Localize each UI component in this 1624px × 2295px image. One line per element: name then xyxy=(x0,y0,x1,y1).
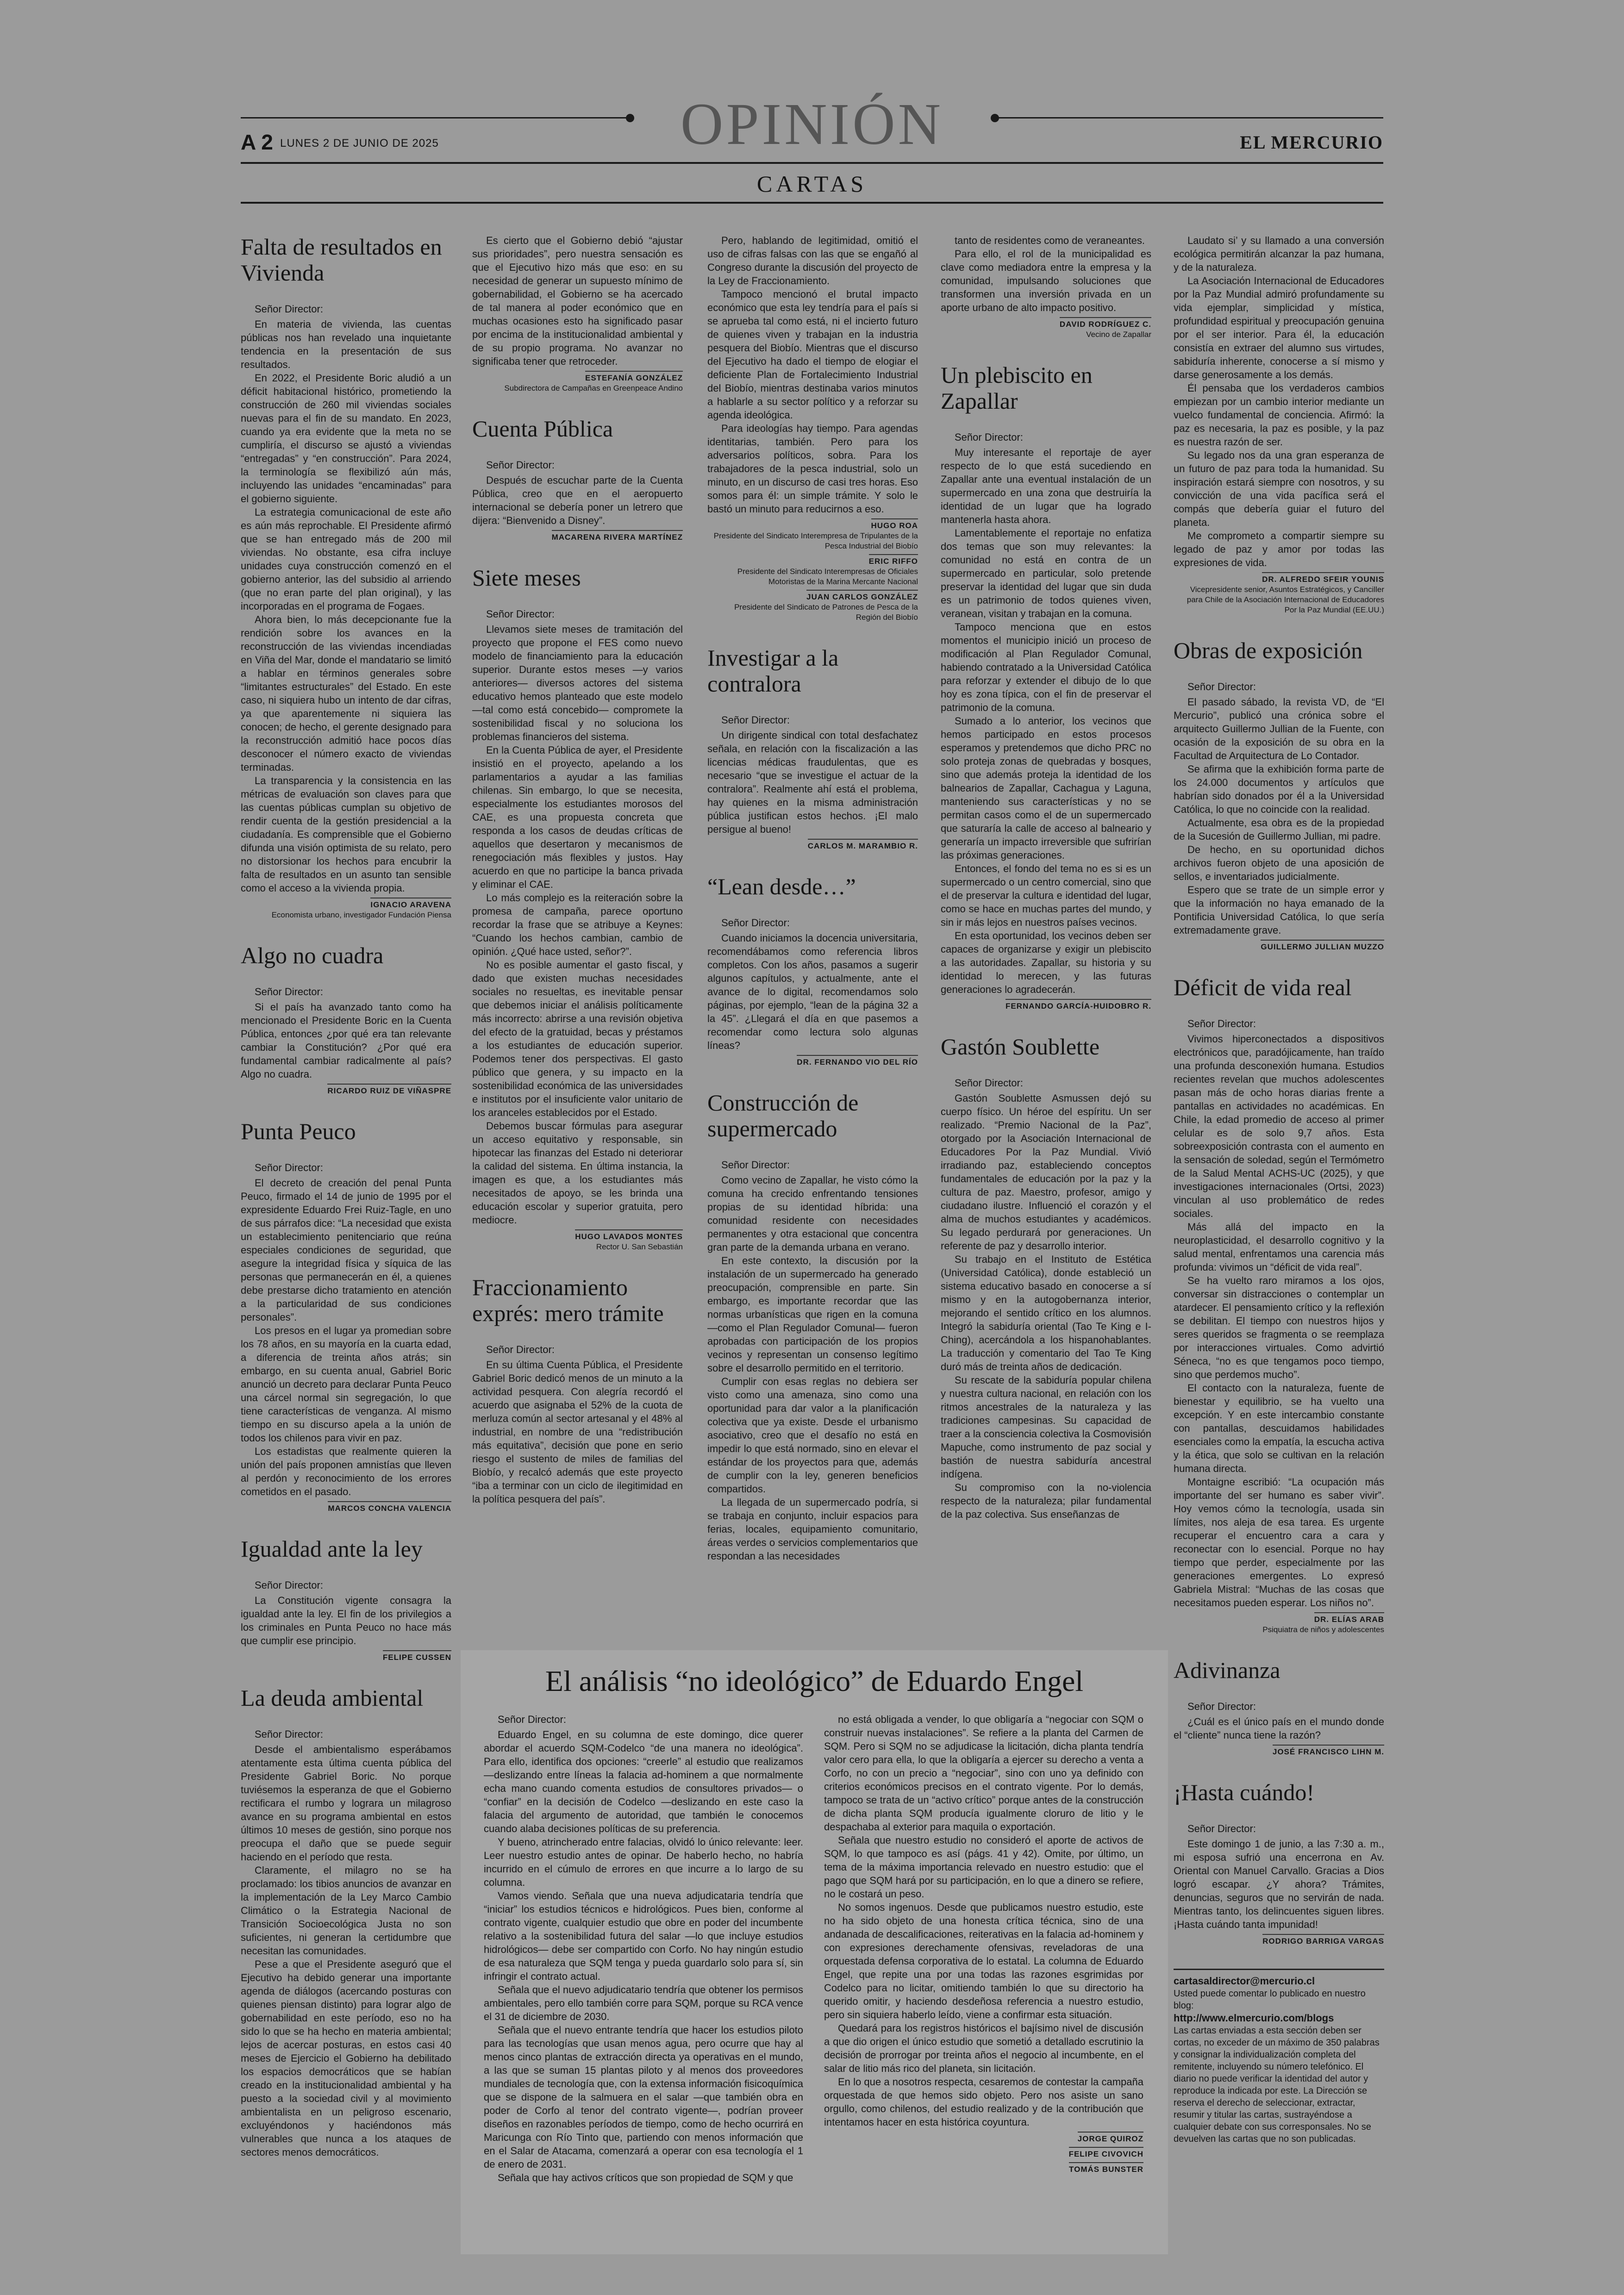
letter-paragraph: Cumplir con esas reglas no debiera ser visto como una amenaza, sino como una oportunidad para dar valor a la planificación colectiva que ya existe. Desde el urbanismo asociativo, creo que el desafío no está en impedir lo que está normado, sino en elevar el estándar de los proyectos para que, además de cumplir con la ley, generen beneficios compartidos. xyxy=(707,1376,918,1495)
letter xyxy=(941,234,1151,340)
letter-signer-role: Vicepresidente senior, Asuntos Estratégicos, y Canciller para Chile de la Asociación Internacional de Educadores Por la Paz Mundial (EE.UU.) xyxy=(1187,585,1384,614)
letter-paragraph: Se afirma que la exhibición forma parte de los 24.000 documentos y artículos que habrían sido donados por él a la Universidad Católica, lo que no coincide con la realidad. xyxy=(1174,763,1384,815)
letter-paragraph: Espero que se trate de un simple error y que la información no haya emanado de la Pontificia Universidad Católica, lo que sería extremadamente grave. xyxy=(1174,884,1384,936)
featured-signature xyxy=(824,2147,1143,2159)
letter-signature-name: RODRIGO BARRIGA VARGAS xyxy=(1262,1934,1384,1946)
letter-signature xyxy=(1174,572,1384,585)
letter-paragraph: No es posible aumentar el gasto fiscal, y dado que existen muchas necesidades sociales no resueltas, es inevitable pensar que debemos iniciar el análisis políticamente más incorrecto: abrirse a una revisión objetiva del efecto de la gratuidad, becas y préstamos a los estudiantes de educación superior. Podemos tener dos perspectivas. El gasto público que genera, y su impacto en la sostenibilidad económica de las universidades e institutos por el insuficiente valor unitario de los aranceles establecidos por el Estado. xyxy=(472,959,683,1118)
letter-signature-name: RICARDO RUIZ DE VIÑASPRE xyxy=(327,1084,451,1096)
letter-signature-name: IGNACIO ARAVENA xyxy=(370,898,451,910)
letter xyxy=(941,362,1151,1011)
letter-signature-name: JUAN CARLOS GONZÁLEZ xyxy=(806,590,918,602)
letter-paragraph: Lamentablemente el reportaje no enfatiza dos temas que son muy relevantes: la comunidad no está en contra de un supermercado en particular, solo pretende preservar la identidad del lugar que sin duda es un patrimonio de todos quienes viven, veranean, visitan y trabajan en la comuna. xyxy=(941,527,1151,619)
letter-signature xyxy=(1174,1934,1384,1946)
blog-link[interactable]: http://www.elmercurio.com/blogs xyxy=(1174,2012,1334,2024)
featured-paragraph: Quedará para los registros históricos el bajísimo nivel de discusión a que dio origen el único estudio que sometió a detallado escrutinio la decisión de prorrogar por treinta años el negocio al incumbente, en el salar de litio más rico del planeta, sin licitación. xyxy=(824,2022,1143,2074)
letter-signer-role: Vecino de Zapallar xyxy=(1086,330,1151,339)
letter-signature-name: GUILLERMO JULLIAN MUZZO xyxy=(1261,940,1384,952)
letter-signature-name: DR. ELÍAS ARAB xyxy=(1314,1612,1384,1625)
letter xyxy=(472,1274,683,1506)
letter-heading: ¡Hasta cuándo! xyxy=(1174,1779,1315,1805)
letter-paragraph: Más allá del impacto en la neuroplasticidad, el desarrollo cognitivo y la salud mental, enfrentamos una carencia más profunda: vivimos un “déficit de vida real”. xyxy=(1174,1221,1384,1273)
letter-paragraph: Claramente, el milagro no se ha proclamado: los tibios anuncios de avanzar en la implementación de la Ley Marco Cambio Climático o la Estrategia Nacional de Transición Socioecológica Justa no son suficientes, ni generan la certidumbre que necesitan las comunidades. xyxy=(241,1865,451,1957)
letter-paragraph: Actualmente, esa obra es de la propiedad de la Sucesión de Guillermo Jullian, mi padre. xyxy=(1174,817,1384,842)
letter xyxy=(241,234,451,920)
letter-heading: Déficit de vida real xyxy=(1174,974,1352,1000)
letter xyxy=(1174,1779,1384,1946)
letter-paragraph: La Asociación Internacional de Educadores por la Paz Mundial admiró profundamente su vida ejemplar, simplicidad y mística, profundidad espiritual y preocupación genuina por el ser interior. Para él, la educación consistía en extraer del alumno sus virtudes, sabiduría inherente, conocerse a sí mismo y darse generosamente a los demás. xyxy=(1174,275,1384,380)
letter-paragraph: La Constitución vigente consagra la igualdad ante la ley. El fin de los privilegios a los criminales en Punta Peuco no hace más que cumplir ese principio. xyxy=(241,1595,451,1646)
letter-signature-name: FERNANDO GARCÍA-HUIDOBRO R. xyxy=(1006,999,1151,1011)
letter-paragraph: De hecho, en su oportunidad dichos archivos fueron objeto de una aposición de sellos, e inventariados judicialmente. xyxy=(1174,844,1384,882)
featured-letter-heading: El análisis “no ideológico” de Eduardo Engel xyxy=(545,1665,1084,1697)
featured-paragraph: En lo que a nosotros respecta, cesaremos de contestar la campaña orquestada de que hemos sido objeto. Pero nos asiste un sano orgullo, como chilenos, del estudio realizado y de la contribución que intentamos hacer en esta histórica coyuntura. xyxy=(824,2076,1143,2128)
section-title: CARTAS xyxy=(756,171,868,197)
letter-salutation: Señor Director: xyxy=(721,714,790,726)
letter-salutation: Señor Director: xyxy=(255,1162,323,1173)
letter-paragraph: Me comprometo a compartir siempre su legado de paz y amor por todas las expresiones de vida. xyxy=(1174,530,1384,568)
featured-paragraph: Señala que hay activos críticos que son propiedad de SQM y que xyxy=(498,2172,793,2183)
letter xyxy=(1174,637,1384,952)
letter-paragraph: Sumado a lo anterior, los vecinos que hemos participado en estos procesos esperamos y pretendemos que dicho PRC no solo proteja zonas de quebradas y bosques, sino que además proteja la identidad de los balnearios de Zapallar, Cachagua y Laguna, manteniendo sus características y no se permitan casos como el de un supermercado que saturaría la calle de acceso al balneario y generaría un impacto irreversible que sufrirían las próximas generaciones. xyxy=(941,715,1151,861)
letter-signature xyxy=(707,590,918,602)
letter xyxy=(1174,234,1384,615)
header-rule-mid xyxy=(241,162,1383,164)
featured-paragraph: Y bueno, atrincherado entre falacias, olvidó lo único relevante: leer. Leer nuestro estudio antes de opinar. De haberlo hecho, no habría incurrido en el cúmulo de errores en que incurre a lo largo de su columna. xyxy=(484,1836,803,1888)
featured-paragraph: No somos ingenuos. Desde que publicamos nuestro estudio, este no ha sido objeto de una honesta crítica técnica, sino de una andanada de descalificaciones, reiterativas en la falacia ad-hominem y con expresiones derechamente ofensivas, reveladoras de una orquestada defensa corporativa de lo estatal. La columna de Eduardo Engel, que repite una por una todas las razones esgrimidas por Codelco para no licitar, omitiendo también lo que su directorio ha querido omitir, y haciendo desdeñosa referencia a nuestro estudio, pero sin siquiera haberlo leído, viene a confirmar esta situación. xyxy=(824,1902,1143,2021)
featured-salutation: Señor Director: xyxy=(498,1714,566,1725)
letter-signature-name: DR. FERNANDO VIO DEL RÍO xyxy=(797,1055,918,1067)
letter-paragraph: Montaigne escribió: “La ocupación más importante del ser humano es saber vivir”. Hoy vemos cómo la tecnología, usada sin límites, nos aleja de esa tarea. Es urgente recuperar el encuentro cara a cara y reconectar con lo esencial. Porque no hay tiempo que perder, especialmente por las generaciones emergentes. Lo expresó Gabriela Mistral: “Muchas de las cosas que necesitamos pueden esperar. Los niños no”. xyxy=(1174,1476,1384,1609)
letter-paragraph: Entonces, el fondo del tema no es si es un supermercado o un centro comercial, sino que el de preservar la cultura e identidad del lugar, como se hace en muchas partes del mundo, y sin ir más lejos en nuestros países vecinos. xyxy=(941,863,1151,928)
letter-signature xyxy=(241,898,451,910)
letter-salutation: Señor Director: xyxy=(255,986,323,998)
letter-signer-role: Economista urbano, investigador Fundación Piensa xyxy=(271,911,451,919)
letter-paragraph: Laudato si’ y su llamado a una conversión ecológica permitirán alcanzar la paz humana, y de la naturaleza. xyxy=(1174,235,1384,273)
letter-signature xyxy=(707,839,918,851)
letter-paragraph: En esta oportunidad, los vecinos deben ser capaces de organizarse y exigir un plebiscito a las autoridades. Zapallar, su historia y su identidad lo merecen, y las futuras generaciones lo agradecerán. xyxy=(941,930,1151,995)
letter-paragraph: Lo más complejo es la reiteración sobre la promesa de campaña, parece oportuno recordar la frase que se atribuye a Keynes: “Cuando los hechos cambian, cambio de opinión. ¿Qué hace usted, señor?”. xyxy=(472,892,683,957)
letter-heading: Siete meses xyxy=(472,565,581,591)
letter-heading: Investigar a la contralora xyxy=(707,645,839,697)
letter-signature-name: MARCOS CONCHA VALENCIA xyxy=(328,1501,451,1514)
letter xyxy=(472,416,683,543)
page-title: OPINIÓN xyxy=(680,91,944,157)
letter-paragraph: El decreto de creación del penal Punta Peuco, firmado el 14 de junio de 1995 por el expresidente Eduardo Frei Ruiz-Tagle, en uno de sus párrafos dice: “La necesidad que exista un establecimiento penitenciario que reúna especiales condiciones de seguridad, que asegure la integridad física y síquica de las personas que permanecerán en él, a quienes debe prestarse dicho tratamiento en atención a la particularidad de sus condiciones personales”. xyxy=(241,1177,451,1323)
letter-salutation: Señor Director: xyxy=(255,1728,323,1740)
letter-paragraph: Después de escuchar parte de la Cuenta Pública, creo que en el aeropuerto internacional se debería poner un letrero que dijera: “Bienvenido a Disney”. xyxy=(472,474,683,526)
letter-salutation: Señor Director: xyxy=(955,431,1023,443)
letter xyxy=(241,942,451,1096)
letter-heading: Fraccionamiento exprés: mero trámite xyxy=(472,1274,664,1326)
letter-paragraph: El contacto con la naturaleza, fuente de bienestar y equilibrio, se ha vuelto una excepción. Y en este intercambio constante con pantallas, descuidamos habilidades esenciales como la empatía, la escucha activa y la ética, que solo se cultivan en la relación humana directa. xyxy=(1174,1382,1384,1474)
letter-paragraph: Su compromiso con la no-violencia respecto de la naturaleza; pilar fundamental de la paz colectiva. Sus enseñanzas de xyxy=(941,1482,1151,1520)
featured-letter-left-column xyxy=(484,1713,803,2184)
letter xyxy=(707,1090,918,1563)
letter-signature xyxy=(941,317,1151,330)
letter-heading: Cuenta Pública xyxy=(472,416,613,442)
featured-signature xyxy=(824,2162,1143,2175)
letter-paragraph: Su rescate de la sabiduría popular chilena y nuestra cultura nacional, en relación con los ritmos ancestrales de la naturaleza y las tradiciones campesinas. Su capacidad de traer a la consciencia colectiva la Cosmovisión Mapuche, como instrumento de paz social y bastión de nuestra sabiduría ancestral indígena. xyxy=(941,1374,1151,1480)
letter xyxy=(707,645,918,851)
letter-salutation: Señor Director: xyxy=(486,1344,555,1355)
letter-salutation: Señor Director: xyxy=(255,303,323,315)
letter-signature-name: DR. ALFREDO SFEIR YOUNIS xyxy=(1262,572,1384,585)
letter-paragraph: En este contexto, la discusión por la instalación de un supermercado ha generado preocupación, comprensible en parte. Sin embargo, es importante recordar que las normas urbanísticas que rigen en la comuna —como el Plan Regulador Comunal— fueron aprobadas con participación de los propios vecinos y representan un consenso legítimo sobre el desarrollo permitido en el territorio. xyxy=(707,1255,918,1374)
column-5 xyxy=(1174,234,1384,2145)
letter-signature xyxy=(1174,1745,1384,1757)
letters-policy-note xyxy=(1174,1969,1384,2145)
letter-paragraph: Muy interesante el reportaje de ayer respecto de lo que está sucediendo en Zapallar ante una eventual instalación de un supermercado en una zona que destruiría la identidad de un lugar que ha logrado mantenerla hasta ahora. xyxy=(941,447,1151,525)
letters-email: cartasaldirector@mercurio.cl xyxy=(1174,1975,1315,1987)
letter-heading: La deuda ambiental xyxy=(241,1685,424,1711)
letter xyxy=(707,234,918,623)
letter-signer-role: Presidente del Sindicato Interempresas de Oficiales Motoristas de la Marina Mercante Nacional xyxy=(737,567,918,586)
letter-paragraph: Su legado nos da una gran esperanza de un futuro de paz para toda la humanidad. Su inspiración estará siempre con nosotros, y su convicción de una vida pacífica será el compás que debería guiar el futuro del planeta. xyxy=(1174,449,1384,528)
featured-signature-name: TOMÁS BUNSTER xyxy=(1069,2162,1143,2175)
letter-paragraph: Los presos en el lugar ya promedian sobre los 78 años, en su mayoría en la cuarta edad, a diferencia de treinta años atrás; sin embargo, en su cuenta anual, Gabriel Boric anunció un decreto para declarar Punta Peuco una cárcel normal sin segregación, lo que tiene características de venganza. Al mismo tiempo en su discurso apela a la unión de todos los chilenos para vivir en paz. xyxy=(241,1325,451,1444)
featured-paragraph: Eduardo Engel, en su columna de este domingo, dice querer abordar el acuerdo SQM-Codelco “de una manera no ideológica”. Para ello, identifica dos opciones: “creerle” al estudio que realizamos —deslizando entre líneas la falacia ad-hominem a que normalmente echa mano cuando comenta estudios de consultores privados— o “confiar” en la decisión de Codelco —deslizando en este caso la falacia del argumento de autoridad, que también le conocemos cuando alaba decisiones políticas de su preferencia. xyxy=(484,1729,803,1834)
letter-signature xyxy=(472,1229,683,1242)
featured-paragraph: Vamos viendo. Señala que una nueva adjudicataria tendría que “iniciar” los estudios técnicos e hidrológicos. Pues bien, conforme al contrato vigente, cualquier estudio que obre en poder del incumbente relativo a la sostenibilidad futura del salar —lo que incluye estudios hidrológicos— debe ser compartido con Corfo. No hay ningún estudio de esa naturaleza que SQM tenga y pueda guardarlo solo para sí, sin infringir el contrato actual. xyxy=(484,1890,803,1982)
letter-heading: Igualdad ante la ley xyxy=(241,1536,423,1562)
letter-signature xyxy=(1174,940,1384,952)
letter-signature xyxy=(241,1084,451,1096)
letter-heading: Un plebiscito en Zapallar xyxy=(941,362,1093,414)
column-3 xyxy=(707,234,918,1585)
letter-salutation: Señor Director: xyxy=(721,1159,790,1171)
letter xyxy=(1174,974,1384,1635)
letter-signature xyxy=(472,371,683,383)
featured-paragraph: no está obligada a vender, lo que obligaría a “negociar con SQM o construir nuevas instalaciones”. Se refiere a la planta del Carmen de SQM. Pero si SQM no se adjudicase la licitación, dicha planta tendría valor cero para ella, lo que la obligaría a ejercer su derecho a venta a Corfo, no con un precio a “negociar”, sino con uno ya definido con criterios económicos precisos en el contrato vigente. Por lo demás, tampoco se trata de un “activo crítico” porque antes de la construcción de dicha planta SQM producía igualmente cloruro de litio y le despachaba al exterior para maquila o exportación. xyxy=(824,1714,1143,1833)
letter-heading: Gastón Soublette xyxy=(941,1034,1100,1060)
letter-paragraph: La transparencia y la consistencia en las métricas de evaluación son claves para que las cuentas públicas cumplan su objetivo de rendir cuenta de la gestión presidencial a la ciudadanía. Es comprensible que el Gobierno difunda una visión optimista de su relato, pero no distorsionar los hechos para encubrir la falta de resultados en un asunto tan sensible como el acceso a la vivienda propia. xyxy=(241,775,451,894)
newspaper-name: EL MERCURIO xyxy=(1240,132,1383,153)
letter-signature-name: HUGO ROA xyxy=(871,518,918,531)
letter-paragraph: Para ello, el rol de la municipalidad es clave como mediadora entre la empresa y la comunidad, impulsando soluciones que transformen una inversión privada en un aporte urbano de alto impacto positivo. xyxy=(941,248,1151,313)
letter-paragraph: Si el país ha avanzado tanto como ha mencionado el Presidente Boric en la Cuenta Pública, entonces ¿por qué era tan relevante cambiar la Constitución? ¿Por qué era fundamental cambiar radicalmente al país? Algo no cuadra. xyxy=(241,1001,451,1080)
letter-paragraph: Este domingo 1 de junio, a las 7:30 a. m., mi esposa sufrió una encerrona en Av. Oriental con Manuel Carvallo. Gracias a Dios logró escapar. ¿Y ahora? Trámites, denuncias, seguros que no servirán de nada. Mientras tanto, los delincuentes siguen libres. ¡Hasta cuándo tanta impunidad! xyxy=(1174,1838,1384,1930)
letter-paragraph: La estrategia comunicacional de este año es aún más reprochable. El Presidente afirmó que se han entregado más de 200 mil viviendas. No obstante, esa cifra incluye unidades cuya construcción comenzó en el gobierno anterior, las del subsidio al arriendo (que no eran parte del plan original), y las incorporadas en el programa de Fogaes. xyxy=(241,506,451,612)
letter xyxy=(241,1118,451,1514)
letter-paragraph: Debemos buscar fórmulas para asegurar un acceso equitativo y responsable, sin hipotecar las finanzas del Estado ni deteriorar la calidad del sistema. En última instancia, la imagen es que, a los estudiantes más necesitados de apoyo, se les brinda una educación escolar y superior gratuita, pero mediocre. xyxy=(472,1120,683,1226)
letter-salutation: Señor Director: xyxy=(486,459,555,471)
letter-signer-role: Presidente del Sindicato de Patrones de Pesca de la Región del Biobío xyxy=(734,603,918,622)
letter-heading: “Lean desde…” xyxy=(707,873,856,899)
letter-signature-name: JOSÉ FRANCISCO LIHN M. xyxy=(1273,1745,1384,1757)
letter-signature xyxy=(941,999,1151,1011)
letter-paragraph: Los estadistas que realmente quieren la unión del país proponen amnistías que lleven al perdón y reconocimiento de los errores cometidos en el pasado. xyxy=(241,1446,451,1497)
letter-heading: Construcción de supermercado xyxy=(707,1090,859,1141)
letter-signer-role: Psiquiatra de niños y adolescentes xyxy=(1262,1625,1384,1634)
letter-signer-role: Rector U. San Sebastián xyxy=(596,1242,683,1251)
letter-signature xyxy=(707,554,918,567)
letter-paragraph: Cuando iniciamos la docencia universitaria, recomendábamos como referencia libros completos. Con los años, pasamos a sugerir algunos capítulos, y actualmente, ante el avance de lo digital, recomendamos solo páginas, por ejemplo, “lean de la página 32 a la 45”. ¿Llegará el día en que pasemos a recomendar como lectura solo algunas líneas? xyxy=(707,932,918,1051)
edition-date: LUNES 2 DE JUNIO DE 2025 xyxy=(280,137,439,150)
letter-salutation: Señor Director: xyxy=(1187,1823,1256,1834)
letter-heading: Falta de resultados en Vivienda xyxy=(241,234,442,286)
letter-salutation: Señor Director: xyxy=(955,1077,1023,1089)
letters-policy-text: Las cartas enviadas a esta sección deben ser cortas, no exceder de un máximo de 350 palabras y consignar la individualización completa del remitente, incluyendo su número telefónico. El diario no puede verificar la identidad del autor y reproduce la indicada por este. La Dirección se reserva el derecho de seleccionar, extractar, resumir y titular las cartas, sustrayéndose a cualquier debate con sus corresponsales. No se devuelven las cartas que no son publicadas. xyxy=(1174,2026,1380,2144)
header-rule-bottom xyxy=(241,202,1383,204)
letter-signature xyxy=(241,1650,451,1663)
letter xyxy=(241,1685,451,2159)
letter-paragraph: En su última Cuenta Pública, el Presidente Gabriel Boric dedicó menos de un minuto a la actividad pesquera. Con alegría recordó el acuerdo que asignaba el 52% de la cuota de merluza común al sector artesanal y el 48% al industrial, en nombre de una “redistribución más equitativa”, decisión que pone en serio riesgo el sustento de miles de familias del Biobío, y recalcó además que este proyecto “iba a terminar con un ciclo de ilegitimidad en la política pesquera del país”. xyxy=(472,1359,683,1505)
letter-salutation: Señor Director: xyxy=(486,608,555,620)
letter-paragraph: Su trabajo en el Instituto de Estética (Universidad Católica), donde estableció un sistema educativo basado en conocerse a sí mismo y en la autogobernanza interior, mejorando el sentido crítico en los alumnos. Integró la sabiduría oriental (Tao Te King e I-Ching), acercándola a los hispanohablantes. La traducción y comentario del Tao Te King duró más de treinta años de dedicación. xyxy=(941,1254,1151,1372)
letter xyxy=(1174,1657,1384,1757)
letter-paragraph: Él pensaba que los verdaderos cambios empiezan por un cambio interior mediante un vuelco fundamental de conciencia. Afirmó: la paz es necesaria, la paz es posible, y la paz es nuestra razón de ser. xyxy=(1174,382,1384,448)
featured-signature-name: FELIPE CIVOVICH xyxy=(1069,2147,1143,2159)
letter-signature-name: FELIPE CUSSEN xyxy=(383,1650,451,1663)
blog-intro: Usted puede comentar lo publicado en nuestro blog: xyxy=(1174,1989,1366,2011)
letter-paragraph: Llevamos siete meses de tramitación del proyecto que propone el FES como nuevo modelo de financiamiento para la educación superior. Durante estos meses —y varios anteriores— diversos actores del sistema educativo hemos planteado que este modelo —tal como está concebido— compromete la sostenibilidad fiscal y no soluciona los problemas financieros del sistema. xyxy=(472,624,683,742)
letter-paragraph: Un dirigente sindical con total desfachatez señala, en relación con la fiscalización a las licencias médicas fraudulentas, que es necesario “que se investigue el actuar de la contralora”. Realmente ahí está el problema, hay quienes en la misma administración pública justifican estos hechos. ¡El malo persigue al bueno! xyxy=(707,730,918,835)
letter-signature-name: ERIC RIFFO xyxy=(869,554,918,567)
letter-signature xyxy=(241,1501,451,1514)
letter-signature-name: DAVID RODRÍGUEZ C. xyxy=(1060,317,1151,330)
featured-paragraph: Señala que nuestro estudio no consideró el aporte de activos de SQM, lo que tampoco es así (págs. 41 y 42). Omite, por último, un tema de la máxima importancia relevado en nuestro estudio: que el pago que SQM hará por su participación, en lo que a dinero se refiere, no le costará un peso. xyxy=(824,1834,1143,1900)
column-2 xyxy=(472,234,683,1528)
column-1 xyxy=(241,234,451,2181)
letter-signature-name: ESTEFANÍA GONZÁLEZ xyxy=(585,371,683,383)
letter-signature-name: HUGO LAVADOS MONTES xyxy=(575,1229,683,1242)
letter xyxy=(241,1536,451,1663)
featured-paragraph: Señala que el nuevo adjudicatario tendría que obtener los permisos ambientales, pero ello también corre para SQM, porque su RCA vence el 31 de diciembre de 2030. xyxy=(484,1984,803,2022)
letter-paragraph: En 2022, el Presidente Boric aludió a un déficit habitacional histórico, prometiendo la construcción de 260 mil viviendas sociales nuevas para el fin de su mandato. En 2023, cuando ya era evidente que la meta no se cumpliría, el discurso se ajustó a viviendas “entregadas” y “en construcción”. Para 2024, la terminología se flexibilizó aún más, incluyendo las unidades “encaminadas” para el gobierno siguiente. xyxy=(241,372,451,505)
letter-salutation: Señor Director: xyxy=(1187,1018,1256,1029)
letter-paragraph: Pero, hablando de legitimidad, omitió el uso de cifras falsas con las que se engañó al Congreso durante la discusión del proyecto de la Ley de Fraccionamiento. xyxy=(707,235,918,287)
letter-paragraph: ¿Cuál es el único país en el mundo donde el “cliente” nunca tiene la razón? xyxy=(1174,1716,1384,1741)
letter-paragraph: Tampoco menciona que en estos momentos el municipio inició un proceso de modificación al Plan Regulador Comunal, habiendo contratado a la Universidad Católica para reforzar y extender el dibujo de lo que hoy es zona típica, con el fin de preservar el patrimonio de la comuna. xyxy=(941,621,1151,713)
letter-salutation: Señor Director: xyxy=(1187,681,1256,692)
letter-paragraph: El pasado sábado, la revista VD, de “El Mercurio”, publicó una crónica sobre el arquitecto Guillermo Jullian de la Fuente, con ocasión de la exposición de su obra en la Facultad de Arquitectura de Lo Contador. xyxy=(1174,696,1384,761)
letter-heading: Punta Peuco xyxy=(241,1118,356,1144)
column-4 xyxy=(941,234,1151,1543)
page-number: A 2 xyxy=(241,130,273,154)
letter-salutation: Señor Director: xyxy=(721,917,790,929)
letter-signature-name: CARLOS M. MARAMBIO R. xyxy=(808,839,918,851)
letter-paragraph: Como vecino de Zapallar, he visto cómo la comuna ha crecido enfrentando tensiones propias de su identidad híbrida: una comunidad residente con necesidades permanentes y otra estacional que concentra gran parte de la demanda urbana en verano. xyxy=(707,1174,918,1253)
letter xyxy=(941,1034,1151,1521)
letter-paragraph: Tampoco mencionó el brutal impacto económico que esta ley tendría para el país si se aprueba tal como está, ni el incierto futuro de quienes viven y trabajan en la industria pesquera del Biobío. Mientras que el discurso del Ejecutivo ha dado el tiempo de elogiar el deficiente Plan de Fortalecimiento Industrial del Biobío, mientras destinaba varios minutos a hablarle a su sector político y a reforzar su agenda ideológica. xyxy=(707,288,918,421)
letter-paragraph: Ahora bien, lo más decepcionante fue la rendición sobre los avances en la reconstrucción de las viviendas incendiadas en Viña del Mar, donde el mandatario se limitó a hablar en términos generales sobre “limitantes estructurales” del Estado. En este caso, ni siquiera hubo un intento de dar cifras, ya que aparentemente ni siquiera las conocen; de hecho, el gerente designado para la reconstrucción admitió hace pocos días desconocer el número exacto de viviendas terminadas. xyxy=(241,614,451,773)
letter xyxy=(707,873,918,1067)
letter-signature xyxy=(707,518,918,531)
featured-letter-box xyxy=(461,1650,1168,2254)
letter xyxy=(472,234,683,393)
letter-paragraph: En la Cuenta Pública de ayer, el Presidente insistió en el proyecto, apelando a los parlamentarios a ayudar a las familias chilenas. Sin embargo, lo que se necesita, especialmente los estudiantes morosos del CAE, es una propuesta concreta que responda a los casos de deudas críticas de aquellos que desertaron y mecanismos de renegociación más flexibles y justos. Hay acuerdo en que no participe la banca privada y eliminar el CAE. xyxy=(472,744,683,890)
letter-paragraph: En materia de vivienda, las cuentas públicas nos han revelado una inquietante tendencia en la presentación de sus resultados. xyxy=(241,318,451,370)
letter-salutation: Señor Director: xyxy=(1187,1701,1256,1712)
featured-letter-right-column xyxy=(824,1713,1143,2175)
letter-paragraph: Se ha vuelto raro miramos a los ojos, conversar sin distracciones o contemplar un atardecer. El pensamiento crítico y la reflexión se debilitan. El tiempo con nuestros hijos y seres queridos se fragmenta o se reemplaza por interacciones virtuales. Como advirtió Séneca, “no es que tengamos poco tiempo, sino que perdemos mucho”. xyxy=(1174,1275,1384,1380)
letter-paragraph: Para ideologías hay tiempo. Para agendas identitarias, también. Pero para los adversarios políticos, sobra. Para los trabajadores de la pesca industrial, solo un minuto, en un discurso de casi tres horas. Eso somos para él: un simple trámite. Y solo le bastó un minuto para reducirnos a eso. xyxy=(707,423,918,515)
letter-heading: Obras de exposición xyxy=(1174,637,1363,663)
letter-signer-role: Presidente del Sindicato Interempresa de Tripulantes de la Pesca Industrial del Biobío xyxy=(713,531,918,550)
letter-signature-name: MACARENA RIVERA MARTÍNEZ xyxy=(552,530,683,543)
featured-signature-name: JORGE QUIROZ xyxy=(1078,2132,1143,2144)
featured-paragraph: Señala que el nuevo entrante tendría que hacer los estudios piloto para las tecnologías que usan menos agua, pero ocurre que hay al menos cinco plantas de extracción directa ya operativas en el mundo, a las que se suman 15 plantas piloto y al menos dos proveedores mundiales de tecnología que, con la extensa información fisicoquímica que se dispone de la salmuera en el salar —que también obra en poder de Corfo al tenor del contrato vigente—, podrían proveer diseños en razonables períodos de tiempo, como de hecho ocurrirá en Maricunga con Río Tinto que, partiendo con menos información que en el Salar de Atacama, comenzará a operar con esa tecnología el 1 de enero de 2031. xyxy=(484,2024,803,2170)
letter xyxy=(472,565,683,1252)
letter-signature xyxy=(707,1055,918,1067)
letter-heading: Adivinanza xyxy=(1174,1657,1280,1683)
featured-signature xyxy=(824,2132,1143,2144)
letter-paragraph: Vivimos hiperconectados a dispositivos electrónicos que, paradójicamente, han traído una profunda desconexión humana. Estudios recientes revelan que muchos adolescentes pasan más de ocho horas diarias frente a pantallas en actividades no académicas. En Chile, la edad promedio de acceso al primer celular es de solo 9,7 años. Esta sobreexposición contrasta con el aumento en la sensación de soledad, según el Termómetro de la Salud Mental ACHS-UC (2025), y que investigaciones internacionales (Ortsi, 2023) vinculan al uso problemático de redes sociales. xyxy=(1174,1033,1384,1219)
letter-signer-role: Subdirectora de Campañas en Greenpeace Andino xyxy=(504,384,683,393)
letter-paragraph: La llegada de un supermercado podría, si se trabaja en conjunto, incluir espacios para ferias, locales, equipamiento comunitario, áreas verdes o servicios complementarios que respondan a las necesidades xyxy=(707,1497,918,1562)
letter-signature xyxy=(1174,1612,1384,1625)
letter-heading: Algo no cuadra xyxy=(241,942,384,968)
letter-paragraph: Desde el ambientalismo esperábamos atentamente esta última cuenta pública del Presidente Gabriel Boric. No porque tuviésemos la esperanza de que el Gobierno rectificara el rumbo y lograra un milagroso avance en su programa ambiental en estos últimos 10 meses de gestión, sino porque nos preocupa el daño que se puede seguir haciendo en el período que resta. xyxy=(241,1744,451,1863)
letter-paragraph: Es cierto que el Gobierno debió “ajustar sus prioridades”, pero nuestra sensación es que el Ejecutivo hizo más que eso: en su necesidad de generar un supuesto mínimo de gobernabilidad, el Gobierno se ha acercado de tal manera al poder económico que en muchas ocasiones esto ha significado pasar por encima de la institucionalidad ambiental y de su propio programa. No avanzar no significaba tener que retroceder. xyxy=(472,235,683,367)
letter-signature xyxy=(472,530,683,543)
letter-salutation: Señor Director: xyxy=(255,1579,323,1591)
letter-paragraph: Pese a que el Presidente aseguró que el Ejecutivo ha debido generar una importante agenda de diálogos (acercando posturas con quienes piensan distinto) para lograr algo de gobernabilidad en este período, eso no ha sido lo que se ha hecho en materia ambiental; lejos de acercar posturas, en estos casi 40 meses de Ejercicio el Gobierno ha debilitado los espacios democráticos que se habían creado en la institucionalidad ambiental y ha puesto a la sociedad civil y al movimiento ambientalista en un peligroso escenario, excluyéndonos y haciéndonos más vulnerables que nunca a los ataques de sectores menos democráticos. xyxy=(241,1958,451,2158)
letter-paragraph: tanto de residentes como de veraneantes. xyxy=(955,235,1145,246)
letter-paragraph: Gastón Soublette Asmussen dejó su cuerpo físico. Un héroe del espíritu. Un ser realizado. “Premio Nacional de la Paz”, otorgado por la Asociación Internacional de Educadores Por la Paz Mundial. Vivió irradiando paz, estableciendo conceptos fundamentales de educación por la paz y la cultura de paz. Maestro, profesor, amigo y ciudadano ilustre. Influenció el corazón y el alma de muchos estudiantes y académicos. Su legado perdurará por generaciones. Un referente de paz y desarrollo interior. xyxy=(941,1092,1151,1252)
